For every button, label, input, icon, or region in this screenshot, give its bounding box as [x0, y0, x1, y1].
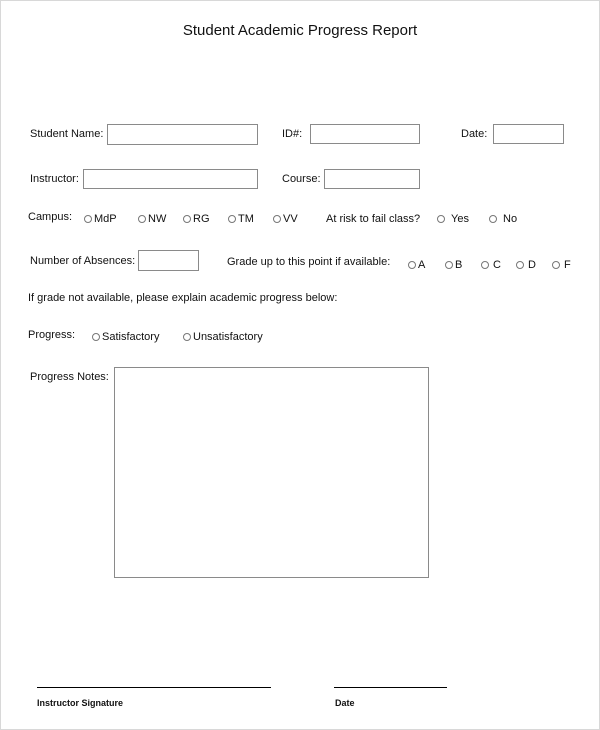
- progress-notes-label: Progress Notes:: [30, 371, 109, 383]
- radio-label: Unsatisfactory: [193, 331, 263, 343]
- radio-label: Satisfactory: [102, 331, 160, 343]
- radio-icon: [552, 261, 560, 269]
- radio-label: B: [455, 259, 463, 271]
- grade-label: Grade up to this point if available:: [227, 256, 391, 268]
- instructor-input[interactable]: [83, 169, 258, 189]
- campus-label: Campus:: [28, 211, 73, 223]
- instructor-signature-label: Instructor Signature: [37, 698, 124, 708]
- radio-label: A: [418, 259, 426, 271]
- at-risk-label: At risk to fail class?: [326, 213, 421, 225]
- campus-radio-nw[interactable]: [138, 213, 166, 225]
- campus-radio-mdp[interactable]: [84, 213, 117, 225]
- radio-label: NW: [148, 213, 167, 225]
- radio-label: C: [493, 259, 501, 271]
- grade-radio-b[interactable]: [445, 259, 462, 271]
- radio-label: VV: [283, 213, 298, 225]
- radio-label: MdP: [94, 213, 117, 225]
- instructor-label: Instructor:: [30, 173, 79, 185]
- page-title: Student Academic Progress Report: [182, 22, 418, 39]
- radio-label: F: [564, 259, 571, 271]
- progress-label: Progress:: [28, 329, 76, 341]
- grade-radio-f[interactable]: [552, 259, 571, 271]
- progress-notes-textarea[interactable]: [114, 367, 429, 578]
- radio-icon: [92, 333, 100, 341]
- signature-date-label: Date: [335, 698, 355, 708]
- radio-icon: [437, 215, 445, 223]
- at-risk-radio-yes[interactable]: [437, 213, 469, 225]
- grade-radio-c[interactable]: [481, 259, 501, 271]
- course-input[interactable]: [324, 169, 420, 189]
- instructor-signature-line[interactable]: [37, 687, 271, 688]
- radio-icon: [516, 261, 524, 269]
- student-name-input[interactable]: [107, 124, 258, 145]
- radio-label: D: [528, 259, 536, 271]
- campus-radio-rg[interactable]: [183, 213, 210, 225]
- explain-instruction: If grade not available, please explain academic progress below:: [28, 292, 338, 304]
- radio-label: RG: [193, 213, 210, 225]
- radio-icon: [481, 261, 489, 269]
- absences-label: Number of Absences:: [30, 255, 136, 267]
- radio-icon: [445, 261, 453, 269]
- signature-date-line[interactable]: [334, 687, 447, 688]
- id-input[interactable]: [310, 124, 420, 144]
- radio-icon: [228, 215, 236, 223]
- student-name-label: Student Name:: [30, 128, 104, 140]
- id-label: ID#:: [282, 128, 303, 140]
- date-label: Date:: [461, 128, 488, 140]
- grade-radio-a[interactable]: [408, 259, 425, 271]
- campus-radio-tm[interactable]: [228, 213, 254, 225]
- date-input[interactable]: [493, 124, 564, 144]
- radio-icon: [138, 215, 146, 223]
- radio-icon: [183, 333, 191, 341]
- radio-icon: [183, 215, 191, 223]
- radio-label: No: [503, 213, 518, 225]
- radio-icon: [489, 215, 497, 223]
- radio-label: TM: [238, 213, 254, 225]
- progress-radio-unsatisfactory[interactable]: [183, 331, 263, 343]
- radio-icon: [408, 261, 416, 269]
- campus-radio-vv[interactable]: [273, 213, 298, 225]
- absences-input[interactable]: [138, 250, 199, 271]
- course-label: Course:: [282, 173, 321, 185]
- radio-icon: [273, 215, 281, 223]
- at-risk-radio-no[interactable]: [489, 213, 517, 225]
- radio-icon: [84, 215, 92, 223]
- grade-radio-d[interactable]: [516, 259, 536, 271]
- progress-radio-satisfactory[interactable]: [92, 331, 159, 343]
- radio-label: Yes: [451, 213, 469, 225]
